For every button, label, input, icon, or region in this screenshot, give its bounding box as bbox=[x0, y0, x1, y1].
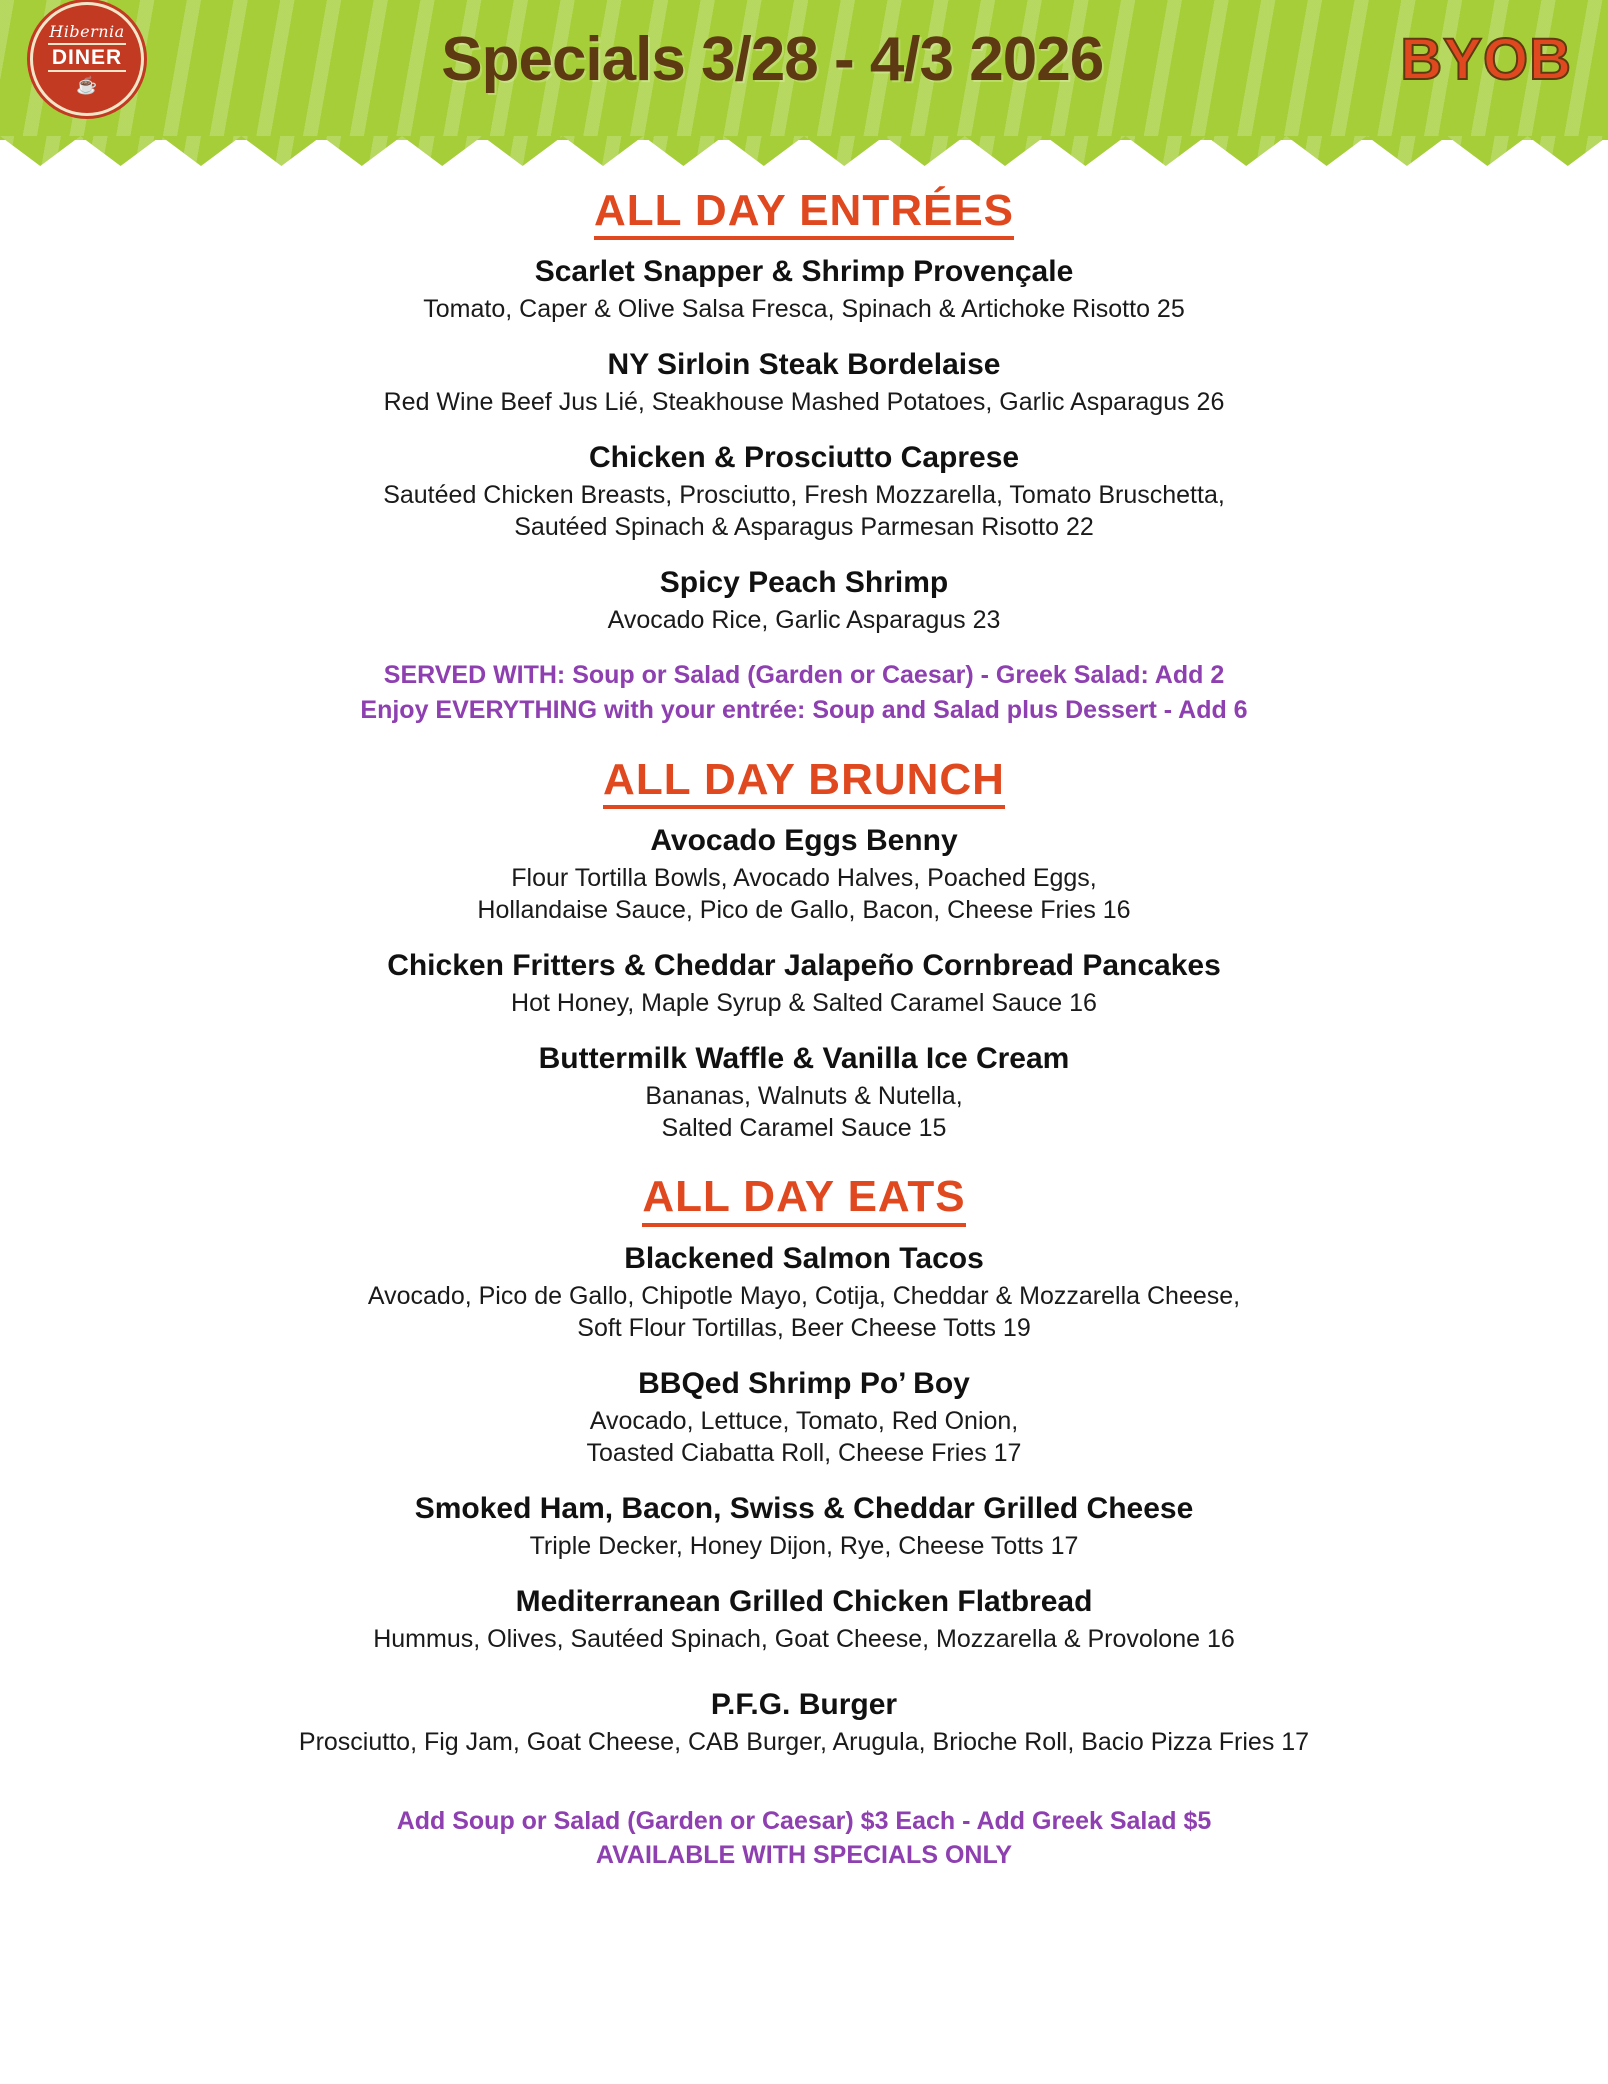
footer-note-line: AVAILABLE WITH SPECIALS ONLY bbox=[595, 1841, 1013, 1870]
menu-item bbox=[90, 1041, 1518, 1144]
section-title: ALL DAY ENTRÉES bbox=[594, 188, 1014, 240]
menu-item bbox=[90, 1687, 1518, 1758]
menu-item bbox=[90, 948, 1518, 1019]
section-title: ALL DAY EATS bbox=[642, 1174, 965, 1226]
menu-item bbox=[90, 565, 1518, 636]
menu-item-description-line: Prosciutto, Fig Jam, Goat Cheese, CAB Burger, Arugula, Brioche Roll, Bacio Pizza Fries 17 bbox=[298, 1727, 1310, 1756]
section-note-line: SERVED WITH: Soup or Salad (Garden or Caesar) - Greek Salad: Add 2 bbox=[383, 661, 1225, 690]
menu-item-name: Smoked Ham, Bacon, Swiss & Cheddar Grilled Cheese bbox=[414, 1491, 1194, 1525]
menu-item-description bbox=[90, 1405, 1518, 1469]
section-title: ALL DAY BRUNCH bbox=[603, 757, 1005, 809]
menu-item-description bbox=[90, 604, 1518, 636]
menu-item-name: Chicken & Prosciutto Caprese bbox=[588, 441, 1020, 475]
spacer bbox=[90, 1677, 1518, 1687]
menu-item-description bbox=[90, 1530, 1518, 1562]
menu-item-name: BBQed Shrimp Po’ Boy bbox=[638, 1366, 970, 1400]
menu-item-name: Avocado Eggs Benny bbox=[650, 824, 958, 858]
menu-item-description-line: Salted Caramel Sauce 15 bbox=[661, 1114, 947, 1143]
menu-section-eats bbox=[90, 1174, 1518, 1757]
menu-item-description-line: Flour Tortilla Bowls, Avocado Halves, Poached Eggs, bbox=[511, 864, 1097, 893]
menu-item-description bbox=[90, 1623, 1518, 1655]
menu-item-description-line: Hummus, Olives, Sautéed Spinach, Goat Cheese, Mozzarella & Provolone 16 bbox=[373, 1624, 1235, 1653]
menu-item-description-line: Hollandaise Sauce, Pico de Gallo, Bacon, Cheese Fries 16 bbox=[477, 896, 1131, 925]
menu-item-name: NY Sirloin Steak Bordelaise bbox=[607, 348, 1001, 382]
menu-item-description-line: Tomato, Caper & Olive Salsa Fresca, Spinach & Artichoke Risotto 25 bbox=[423, 295, 1185, 324]
menu-item-name: Spicy Peach Shrimp bbox=[659, 566, 949, 600]
menu-item-description bbox=[90, 987, 1518, 1019]
menu-item-name: Blackened Salmon Tacos bbox=[624, 1241, 984, 1275]
menu-item bbox=[90, 823, 1518, 926]
menu-item-name: Scarlet Snapper & Shrimp Provençale bbox=[534, 255, 1074, 289]
menu-item-description-line: Avocado, Pico de Gallo, Chipotle Mayo, Cotija, Cheddar & Mozzarella Cheese, bbox=[367, 1281, 1241, 1310]
byob-badge: BYOB bbox=[1400, 26, 1572, 92]
menu-item-description bbox=[90, 293, 1518, 325]
menu-item-description-line: Sautéed Chicken Breasts, Prosciutto, Fresh Mozzarella, Tomato Bruschetta, bbox=[383, 481, 1225, 510]
menu-item-name: Mediterranean Grilled Chicken Flatbread bbox=[515, 1584, 1093, 1618]
menu-item bbox=[90, 1241, 1518, 1344]
menu-item bbox=[90, 1584, 1518, 1655]
menu-section-entrees bbox=[90, 188, 1518, 727]
section-note bbox=[90, 658, 1518, 727]
menu-item-description-line: Bananas, Walnuts & Nutella, bbox=[645, 1082, 963, 1111]
menu-item-name: Chicken Fritters & Cheddar Jalapeño Cornbread Pancakes bbox=[387, 949, 1221, 983]
menu-item-name: Buttermilk Waffle & Vanilla Ice Cream bbox=[538, 1042, 1070, 1076]
menu-item-description-line: Toasted Ciabatta Roll, Cheese Fries 17 bbox=[586, 1438, 1022, 1467]
menu-item bbox=[90, 1366, 1518, 1469]
menu-item-description-line: Hot Honey, Maple Syrup & Salted Caramel Sauce 16 bbox=[511, 989, 1097, 1018]
menu-item bbox=[90, 1491, 1518, 1562]
logo-script-text: Hibernia bbox=[49, 22, 125, 41]
footer-note-line: Add Soup or Salad (Garden or Caesar) $3 Each - Add Greek Salad $5 bbox=[396, 1806, 1212, 1835]
menu-section-brunch bbox=[90, 757, 1518, 1144]
footer-note bbox=[90, 1804, 1518, 1873]
menu-item bbox=[90, 347, 1518, 418]
menu-item-description-line: Sautéed Spinach & Asparagus Parmesan Risotto 22 bbox=[514, 513, 1094, 542]
menu-item-description bbox=[90, 862, 1518, 926]
menu-item bbox=[90, 254, 1518, 325]
menu-item-description-line: Triple Decker, Honey Dijon, Rye, Cheese Totts 17 bbox=[529, 1531, 1079, 1560]
menu-item-description bbox=[90, 479, 1518, 543]
menu-item-description bbox=[90, 386, 1518, 418]
menu-item-description bbox=[90, 1726, 1518, 1758]
menu-item-name: P.F.G. Burger bbox=[710, 1687, 898, 1721]
menu-item-description-line: Red Wine Beef Jus Lié, Steakhouse Mashed Potatoes, Garlic Asparagus 26 bbox=[383, 388, 1225, 417]
menu-item-description-line: Avocado, Lettuce, Tomato, Red Onion, bbox=[589, 1406, 1019, 1435]
menu-item-description bbox=[90, 1080, 1518, 1144]
section-note-line: Enjoy EVERYTHING with your entrée: Soup and Salad plus Dessert - Add 6 bbox=[360, 695, 1248, 724]
hibernia-diner-logo bbox=[30, 2, 144, 116]
page-title: Specials 3/28 - 4/3 2026 bbox=[441, 24, 1104, 94]
menu-content bbox=[0, 140, 1608, 1913]
logo-diner-text: DINER bbox=[48, 43, 126, 72]
menu-item bbox=[90, 440, 1518, 543]
page-header bbox=[0, 0, 1608, 140]
menu-item-description bbox=[90, 1280, 1518, 1344]
coffee-cup-icon: ☕ bbox=[76, 76, 98, 95]
menu-item-description-line: Avocado Rice, Garlic Asparagus 23 bbox=[607, 606, 1001, 635]
menu-item-description-line: Soft Flour Tortillas, Beer Cheese Totts 19 bbox=[577, 1313, 1031, 1342]
